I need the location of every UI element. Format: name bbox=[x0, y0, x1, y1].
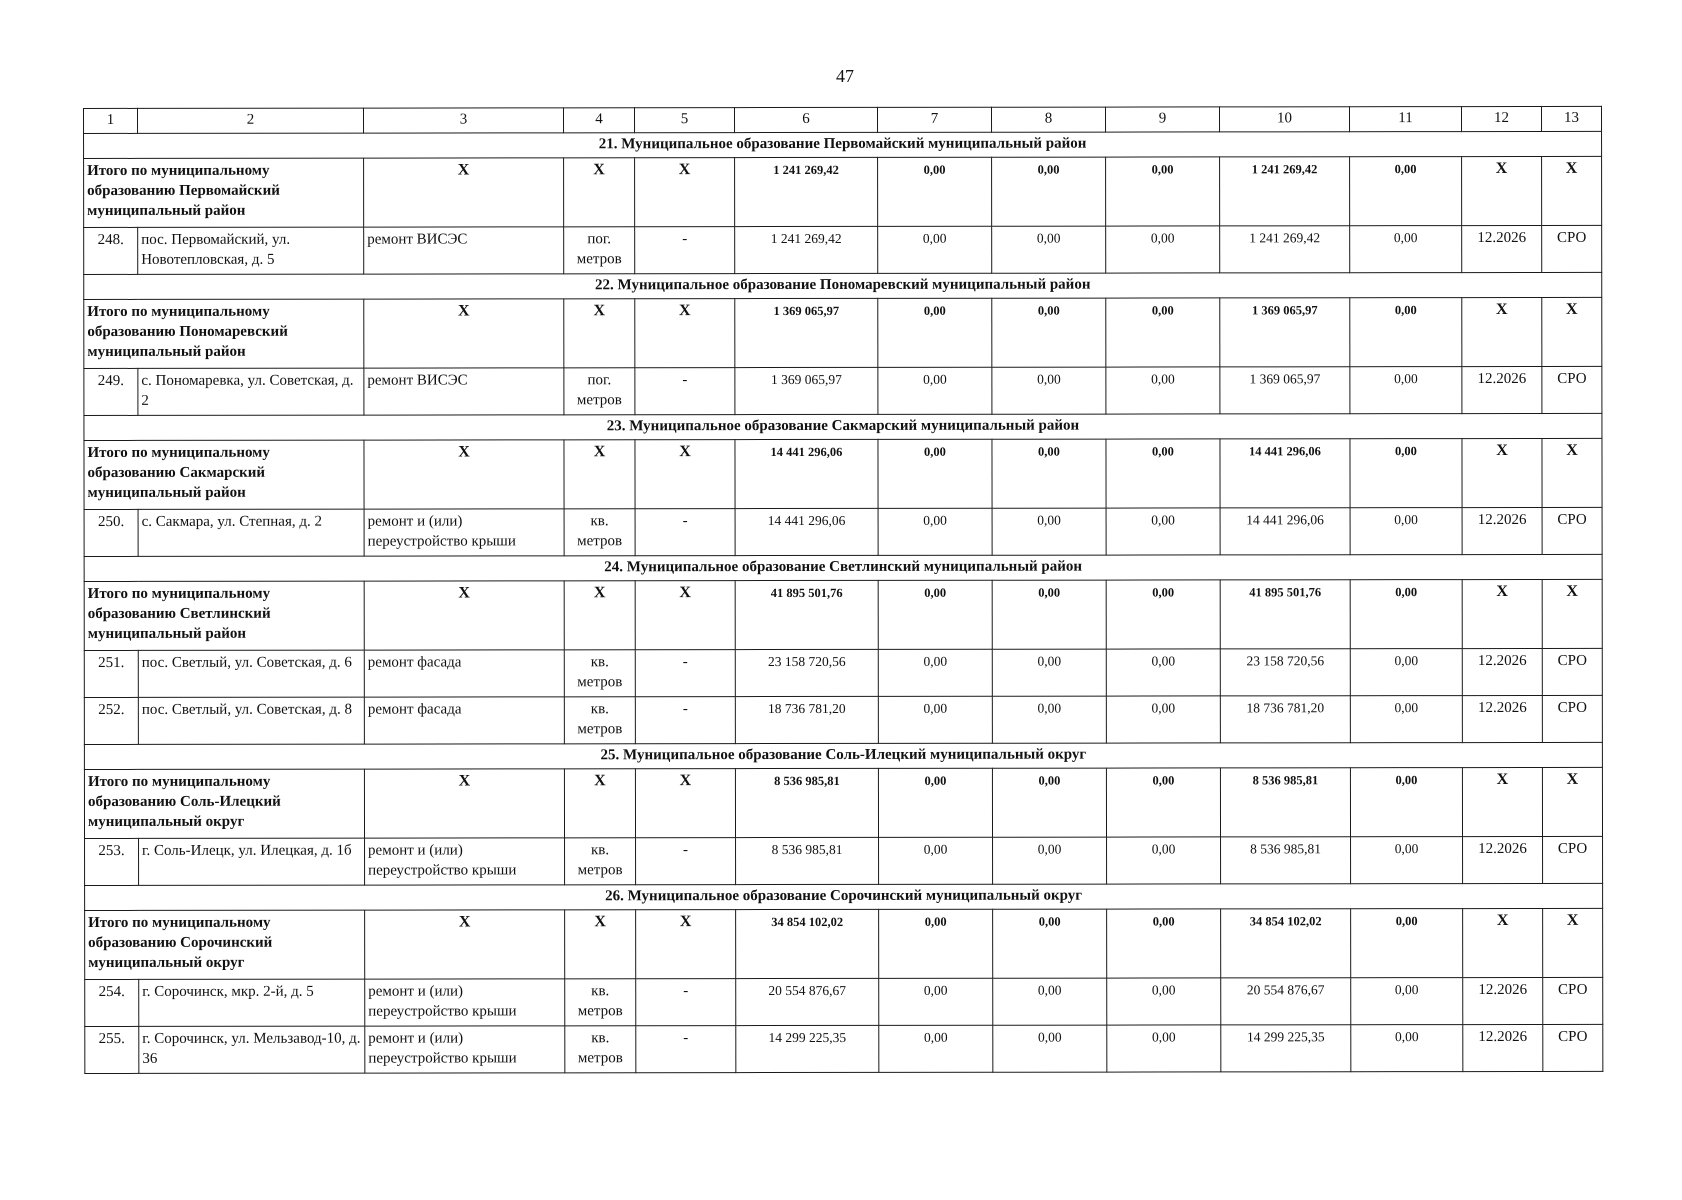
amount-cell: 1 369 065,97 bbox=[1220, 367, 1350, 414]
table-row bbox=[84, 366, 1602, 415]
amount-cell: 0,00 bbox=[878, 508, 992, 555]
address-cell: пос. Светлый, ул. Советская, д. 8 bbox=[138, 697, 364, 744]
column-number: 12 bbox=[1461, 106, 1541, 131]
amount-cell: 14 299 225,35 bbox=[736, 1025, 879, 1072]
quantity-cell: - bbox=[636, 838, 736, 885]
section-title-row bbox=[84, 272, 1602, 299]
amount-cell: 0,00 bbox=[879, 978, 993, 1025]
amount-cell: 0,00 bbox=[993, 837, 1107, 884]
total-mark: Х bbox=[635, 769, 735, 838]
total-mark: Х bbox=[564, 440, 635, 509]
total-amount: 14 441 296,06 bbox=[1220, 439, 1350, 508]
total-amount: 0,00 bbox=[878, 768, 992, 837]
total-amount: 0,00 bbox=[992, 580, 1106, 649]
amount-cell: 0,00 bbox=[992, 226, 1106, 273]
total-amount: 0,00 bbox=[878, 298, 992, 367]
table-body bbox=[84, 106, 1603, 1073]
work-type-cell: ремонт фасада bbox=[364, 650, 564, 697]
address-cell: г. Соль-Илецк, ул. Илецкая, д. 1б bbox=[139, 838, 365, 885]
amount-cell: 1 369 065,97 bbox=[735, 367, 878, 414]
row-number: 248. bbox=[84, 227, 138, 274]
total-mark: Х bbox=[565, 910, 636, 979]
total-amount: 1 241 269,42 bbox=[735, 157, 878, 226]
row-number: 249. bbox=[84, 368, 138, 415]
work-type-cell: ремонт и (или) переустройство крыши bbox=[365, 838, 565, 885]
section-title-row bbox=[85, 883, 1603, 910]
method-cell: СРО bbox=[1542, 695, 1602, 742]
row-number: 251. bbox=[84, 650, 138, 697]
table-row bbox=[84, 507, 1602, 556]
amount-cell: 0,00 bbox=[878, 226, 992, 273]
quantity-cell: - bbox=[635, 227, 735, 274]
total-amount: 0,00 bbox=[1350, 439, 1462, 508]
amount-cell: 0,00 bbox=[1106, 696, 1220, 743]
total-mark: Х bbox=[635, 299, 735, 368]
total-amount: 8 536 985,81 bbox=[735, 768, 878, 837]
amount-cell: 14 441 296,06 bbox=[735, 508, 878, 555]
work-type-cell: ремонт и (или) переустройство крыши bbox=[364, 509, 564, 556]
row-number: 255. bbox=[85, 1026, 139, 1073]
amount-cell: 0,00 bbox=[992, 508, 1106, 555]
total-mark: Х bbox=[636, 910, 736, 979]
total-amount: 0,00 bbox=[1107, 909, 1221, 978]
method-cell: СРО bbox=[1543, 836, 1603, 883]
amount-cell: 0,00 bbox=[878, 367, 992, 414]
total-mark: Х bbox=[364, 299, 564, 368]
amount-cell: 0,00 bbox=[1106, 508, 1220, 555]
total-mark: Х bbox=[635, 581, 735, 650]
section-title-row bbox=[84, 413, 1602, 440]
unit-cell: кв. метров bbox=[564, 697, 635, 744]
total-mark: Х bbox=[1463, 908, 1543, 977]
total-label: Итого по муниципальному образованию Сорочинский муниципальный округ bbox=[85, 910, 365, 979]
repair-program-table bbox=[83, 106, 1603, 1074]
amount-cell: 18 736 781,20 bbox=[1220, 696, 1350, 743]
unit-cell: кв. метров bbox=[564, 509, 635, 556]
amount-cell: 0,00 bbox=[1106, 226, 1220, 273]
deadline-cell: 12.2026 bbox=[1462, 507, 1542, 554]
total-amount: 0,00 bbox=[878, 580, 992, 649]
total-amount: 1 369 065,97 bbox=[1220, 298, 1350, 367]
total-mark: Х bbox=[564, 158, 635, 227]
section-title-row bbox=[84, 742, 1602, 769]
total-mark: Х bbox=[364, 581, 564, 650]
column-number: 3 bbox=[364, 108, 564, 133]
table-row bbox=[85, 1024, 1603, 1073]
total-amount: 0,00 bbox=[1350, 580, 1462, 649]
quantity-cell: - bbox=[635, 650, 735, 697]
column-number: 8 bbox=[991, 107, 1105, 132]
unit-cell: пог. метров bbox=[564, 227, 635, 274]
amount-cell: 23 158 720,56 bbox=[1220, 649, 1350, 696]
total-mark: Х bbox=[1462, 767, 1542, 836]
total-row bbox=[84, 297, 1602, 368]
address-cell: с. Сакмара, ул. Степная, д. 2 bbox=[138, 509, 364, 556]
column-number: 6 bbox=[735, 107, 878, 132]
unit-cell: кв. метров bbox=[565, 979, 636, 1026]
amount-cell: 23 158 720,56 bbox=[735, 649, 878, 696]
table-row bbox=[84, 695, 1602, 744]
amount-cell: 0,00 bbox=[1350, 367, 1462, 414]
column-number: 9 bbox=[1105, 107, 1219, 132]
amount-cell: 0,00 bbox=[1106, 367, 1220, 414]
quantity-cell: - bbox=[635, 509, 735, 556]
section-title: 26. Муниципальное образование Сорочинский муниципальный округ bbox=[85, 883, 1603, 910]
total-amount: 0,00 bbox=[992, 439, 1106, 508]
section-title: 23. Муниципальное образование Сакмарский муниципальный район bbox=[84, 413, 1602, 440]
method-cell: СРО bbox=[1543, 1024, 1603, 1071]
unit-cell: кв. метров bbox=[564, 650, 635, 697]
total-amount: 0,00 bbox=[992, 157, 1106, 226]
total-amount: 41 895 501,76 bbox=[1220, 580, 1350, 649]
total-amount: 34 854 102,02 bbox=[736, 909, 879, 978]
total-mark: Х bbox=[635, 158, 735, 227]
deadline-cell: 12.2026 bbox=[1463, 836, 1543, 883]
work-type-cell: ремонт ВИСЭС bbox=[364, 227, 564, 274]
deadline-cell: 12.2026 bbox=[1462, 225, 1542, 272]
total-mark: Х bbox=[1462, 297, 1542, 366]
deadline-cell: 12.2026 bbox=[1462, 366, 1542, 413]
amount-cell: 0,00 bbox=[992, 649, 1106, 696]
deadline-cell: 12.2026 bbox=[1462, 648, 1542, 695]
amount-cell: 0,00 bbox=[1107, 1025, 1221, 1072]
amount-cell: 0,00 bbox=[1351, 837, 1463, 884]
amount-cell: 14 299 225,35 bbox=[1221, 1025, 1351, 1072]
total-mark: Х bbox=[564, 299, 635, 368]
total-label: Итого по муниципальному образованию Светлинский муниципальный район bbox=[84, 581, 364, 650]
method-cell: СРО bbox=[1542, 366, 1602, 413]
total-amount: 0,00 bbox=[1106, 298, 1220, 367]
column-number: 1 bbox=[84, 108, 138, 133]
total-label: Итого по муниципальному образованию Сакмарский муниципальный район bbox=[84, 440, 364, 509]
quantity-cell: - bbox=[636, 979, 736, 1026]
total-amount: 0,00 bbox=[993, 909, 1107, 978]
total-amount: 0,00 bbox=[1106, 157, 1220, 226]
total-amount: 0,00 bbox=[1350, 298, 1462, 367]
total-mark: Х bbox=[1462, 579, 1542, 648]
total-mark: Х bbox=[1542, 438, 1602, 507]
table-row bbox=[85, 977, 1603, 1026]
total-row bbox=[84, 579, 1602, 650]
address-cell: пос. Светлый, ул. Советская, д. 6 bbox=[138, 650, 364, 697]
amount-cell: 0,00 bbox=[1107, 837, 1221, 884]
total-mark: Х bbox=[1542, 579, 1602, 648]
total-amount: 34 854 102,02 bbox=[1221, 909, 1351, 978]
amount-cell: 8 536 985,81 bbox=[1221, 837, 1351, 884]
method-cell: СРО bbox=[1542, 648, 1602, 695]
address-cell: г. Сорочинск, мкр. 2-й, д. 5 bbox=[139, 979, 365, 1026]
table-row bbox=[84, 648, 1602, 697]
total-amount: 0,00 bbox=[1106, 439, 1220, 508]
column-number: 7 bbox=[877, 107, 991, 132]
total-amount: 8 536 985,81 bbox=[1220, 768, 1350, 837]
amount-cell: 0,00 bbox=[1350, 508, 1462, 555]
total-row bbox=[84, 156, 1602, 227]
amount-cell: 0,00 bbox=[878, 649, 992, 696]
address-cell: г. Сорочинск, ул. Мельзавод-10, д. 36 bbox=[139, 1026, 365, 1073]
deadline-cell: 12.2026 bbox=[1462, 695, 1542, 742]
total-amount: 0,00 bbox=[992, 768, 1106, 837]
column-number: 4 bbox=[564, 108, 635, 133]
total-mark: Х bbox=[1542, 767, 1602, 836]
section-title: 21. Муниципальное образование Первомайский муниципальный район bbox=[84, 131, 1602, 158]
quantity-cell: - bbox=[635, 697, 735, 744]
total-mark: Х bbox=[1462, 438, 1542, 507]
column-number-row bbox=[84, 106, 1602, 133]
total-label: Итого по муниципальному образованию Пономаревский муниципальный район bbox=[84, 299, 364, 368]
total-mark: Х bbox=[365, 910, 565, 979]
amount-cell: 1 241 269,42 bbox=[735, 226, 878, 273]
amount-cell: 18 736 781,20 bbox=[735, 696, 878, 743]
row-number: 250. bbox=[84, 509, 138, 556]
amount-cell: 0,00 bbox=[992, 367, 1106, 414]
total-mark: Х bbox=[564, 581, 635, 650]
work-type-cell: ремонт и (или) переустройство крыши bbox=[365, 979, 565, 1026]
unit-cell: кв. метров bbox=[565, 838, 636, 885]
total-row bbox=[85, 908, 1603, 979]
total-amount: 1 241 269,42 bbox=[1220, 157, 1350, 226]
total-amount: 0,00 bbox=[1106, 768, 1220, 837]
address-cell: с. Пономаревка, ул. Советская, д. 2 bbox=[138, 368, 364, 415]
amount-cell: 0,00 bbox=[992, 696, 1106, 743]
section-title: 24. Муниципальное образование Светлинский муниципальный район bbox=[84, 554, 1602, 581]
amount-cell: 20 554 876,67 bbox=[1221, 978, 1351, 1025]
column-number: 2 bbox=[138, 108, 364, 133]
amount-cell: 0,00 bbox=[993, 978, 1107, 1025]
amount-cell: 20 554 876,67 bbox=[736, 978, 879, 1025]
column-number: 10 bbox=[1219, 107, 1349, 132]
total-label: Итого по муниципальному образованию Соль-Илецкий муниципальный округ bbox=[84, 769, 364, 838]
amount-cell: 0,00 bbox=[1351, 978, 1463, 1025]
deadline-cell: 12.2026 bbox=[1463, 1024, 1543, 1071]
row-number: 254. bbox=[85, 979, 139, 1026]
total-amount: 0,00 bbox=[1351, 909, 1463, 978]
amount-cell: 0,00 bbox=[1351, 1025, 1463, 1072]
amount-cell: 0,00 bbox=[878, 696, 992, 743]
unit-cell: кв. метров bbox=[565, 1026, 636, 1073]
total-row bbox=[84, 438, 1602, 509]
address-cell: пос. Первомайский, ул. Новотепловская, д. 5 bbox=[138, 227, 364, 274]
total-amount: 0,00 bbox=[878, 439, 992, 508]
section-title: 22. Муниципальное образование Пономаревский муниципальный район bbox=[84, 272, 1602, 299]
total-amount: 1 369 065,97 bbox=[735, 298, 878, 367]
total-mark: Х bbox=[1543, 908, 1603, 977]
total-amount: 41 895 501,76 bbox=[735, 580, 878, 649]
total-amount: 0,00 bbox=[1350, 157, 1462, 226]
table-row bbox=[85, 836, 1603, 885]
amount-cell: 0,00 bbox=[879, 1025, 993, 1072]
total-mark: Х bbox=[1542, 297, 1602, 366]
section-title-row bbox=[84, 554, 1602, 581]
total-amount: 14 441 296,06 bbox=[735, 439, 878, 508]
total-amount: 0,00 bbox=[992, 298, 1106, 367]
total-mark: Х bbox=[1462, 156, 1542, 225]
table-row bbox=[84, 225, 1602, 274]
quantity-cell: - bbox=[635, 368, 735, 415]
row-number: 252. bbox=[84, 697, 138, 744]
column-number: 11 bbox=[1349, 107, 1461, 132]
unit-cell: пог. метров bbox=[564, 368, 635, 415]
total-row bbox=[84, 767, 1602, 838]
total-amount: 0,00 bbox=[878, 157, 992, 226]
amount-cell: 14 441 296,06 bbox=[1220, 508, 1350, 555]
total-amount: 0,00 bbox=[1350, 768, 1462, 837]
method-cell: СРО bbox=[1543, 977, 1603, 1024]
page-number: 47 bbox=[836, 66, 854, 86]
total-mark: Х bbox=[1542, 156, 1602, 225]
total-amount: 0,00 bbox=[1106, 580, 1220, 649]
total-mark: Х bbox=[364, 440, 564, 509]
total-amount: 0,00 bbox=[879, 909, 993, 978]
column-number: 5 bbox=[635, 108, 735, 133]
amount-cell: 0,00 bbox=[879, 837, 993, 884]
total-mark: Х bbox=[635, 440, 735, 509]
section-title-row bbox=[84, 131, 1602, 158]
section-title: 25. Муниципальное образование Соль-Илецкий муниципальный округ bbox=[84, 742, 1602, 769]
total-mark: Х bbox=[364, 769, 564, 838]
method-cell: СРО bbox=[1542, 225, 1602, 272]
amount-cell: 8 536 985,81 bbox=[736, 837, 879, 884]
amount-cell: 0,00 bbox=[1350, 226, 1462, 273]
work-type-cell: ремонт фасада bbox=[364, 697, 564, 744]
work-type-cell: ремонт и (или) переустройство крыши bbox=[365, 1026, 565, 1073]
amount-cell: 0,00 bbox=[1106, 649, 1220, 696]
work-type-cell: ремонт ВИСЭС bbox=[364, 368, 564, 415]
deadline-cell: 12.2026 bbox=[1463, 977, 1543, 1024]
amount-cell: 1 241 269,42 bbox=[1220, 226, 1350, 273]
quantity-cell: - bbox=[636, 1026, 736, 1073]
total-mark: Х bbox=[564, 769, 635, 838]
column-number: 13 bbox=[1541, 106, 1601, 131]
amount-cell: 0,00 bbox=[993, 1025, 1107, 1072]
method-cell: СРО bbox=[1542, 507, 1602, 554]
amount-cell: 0,00 bbox=[1350, 649, 1462, 696]
amount-cell: 0,00 bbox=[1350, 696, 1462, 743]
total-mark: Х bbox=[364, 158, 564, 227]
total-label: Итого по муниципальному образованию Первомайский муниципальный район bbox=[84, 158, 364, 227]
row-number: 253. bbox=[85, 838, 139, 885]
amount-cell: 0,00 bbox=[1107, 978, 1221, 1025]
